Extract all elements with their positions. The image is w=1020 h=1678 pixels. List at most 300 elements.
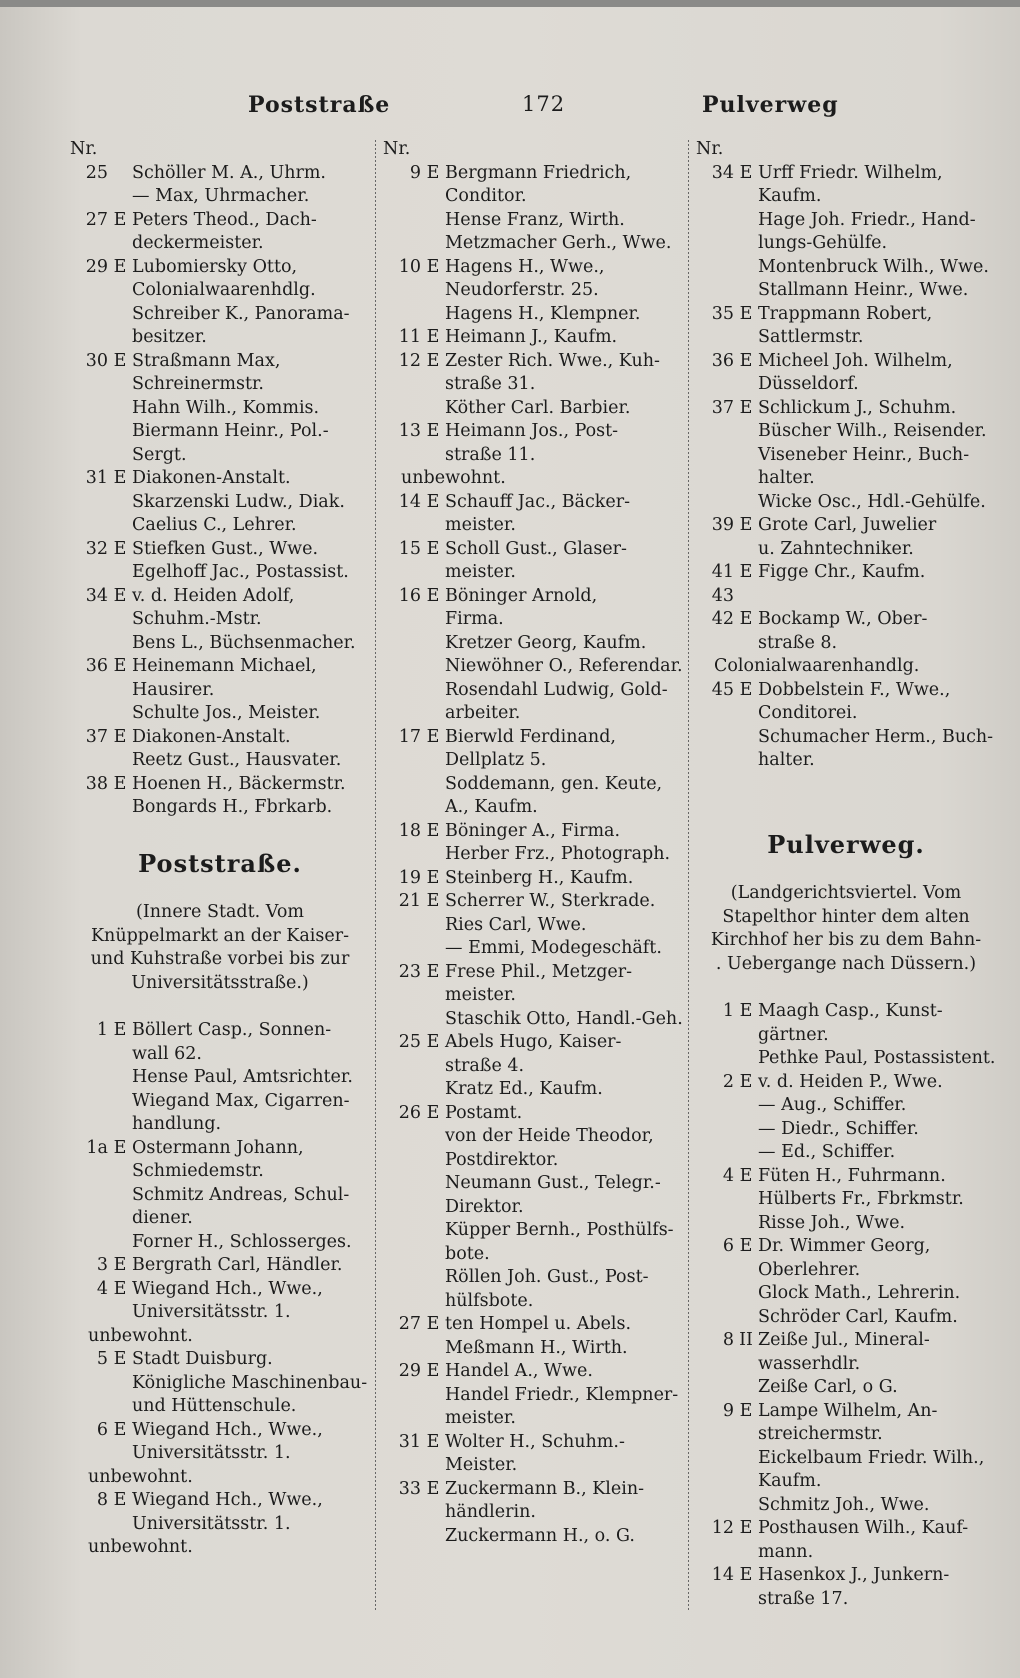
directory-entry (696, 1165, 996, 1189)
owner-mark: E (113, 538, 127, 559)
house-number: 12 (711, 1518, 734, 1538)
house-number: 4 (96, 1278, 108, 1299)
entry-text: Böllert Casp., Sonnen- (132, 1020, 332, 1040)
entry-continuation: Meister. (445, 1455, 518, 1475)
directory-entry (696, 1188, 996, 1212)
house-number: 8 (96, 1490, 108, 1510)
entry-text: Staschik Otto, Handl.-Geh. (445, 1008, 683, 1029)
house-number: 13 (398, 421, 421, 441)
description-line: Kirchhof her bis zu dem Bahn- (710, 930, 982, 950)
entry-continuation: wall 62. (132, 1043, 202, 1064)
directory-entry (696, 1047, 996, 1071)
owner-mark: E (426, 1431, 440, 1452)
house-number: 35 (711, 303, 734, 324)
entry-text: Abels Hugo, Kaiser- (445, 1032, 622, 1052)
directory-entry (70, 1184, 370, 1208)
owner-mark: E (426, 1314, 440, 1334)
entry-text: Postamt. (445, 1102, 523, 1123)
entry-text: Böninger A., Firma. (445, 820, 621, 841)
directory-entry (696, 1094, 996, 1118)
entry-text: Schumacher Herm., Buch- (758, 726, 994, 747)
description-line: und Kuhstraße vorbei bis zur (90, 949, 350, 969)
directory-entry (696, 256, 996, 280)
entry-note: unbewohnt. (88, 1325, 193, 1346)
owner-mark: E (739, 350, 753, 371)
entry-text: Hagens H., Wwe., (445, 256, 605, 277)
house-number: 30 (85, 350, 108, 371)
house-number: 26 (398, 1102, 421, 1123)
owner-mark: E (739, 1001, 753, 1021)
entry-list (383, 162, 683, 1549)
house-number: 17 (398, 726, 421, 747)
owner-mark: E (739, 1165, 753, 1186)
directory-entry (70, 209, 370, 233)
directory-entry (383, 679, 683, 703)
entry-text: Herber Frz., Photograph. (445, 844, 671, 864)
entry-text: Hense Franz, Wirth. (445, 209, 625, 230)
directory-entry (383, 1525, 683, 1549)
entry-continuation: handlung. (132, 1114, 222, 1134)
entry-continuation: Kaufm. (758, 1471, 822, 1491)
directory-entry (696, 514, 996, 538)
entry-text: Büscher Wilh., Reisender. (758, 421, 987, 441)
owner-mark: E (426, 1102, 440, 1123)
owner-mark: E (113, 468, 127, 488)
entry-continuation: und Hüttenschule. (132, 1396, 297, 1416)
entry-text: Forner H., Schlosserges. (132, 1231, 352, 1252)
directory-entry (383, 1431, 683, 1455)
house-number: 1 (96, 1020, 108, 1040)
column-1 (70, 138, 370, 1560)
owner-mark: E (426, 327, 440, 347)
directory-entry (70, 420, 370, 444)
directory-entry (383, 937, 683, 961)
owner-mark: E (426, 1361, 440, 1381)
entry-continuation: mann. (758, 1541, 814, 1562)
entry-text: Maagh Casp., Kunst- (758, 1001, 943, 1021)
entry-text: Köther Carl. Barbier. (445, 397, 631, 418)
entry-continuation: straße 31. (445, 374, 536, 394)
directory-entry (383, 585, 683, 609)
entry-continuation: meister. (445, 1408, 516, 1428)
owner-mark: E (426, 1032, 440, 1052)
house-number: 11 (398, 327, 421, 347)
entry-text: Diakonen-Anstalt. (132, 726, 291, 747)
directory-entry (70, 256, 370, 280)
directory-entry (383, 209, 683, 233)
house-number: 3 (96, 1255, 108, 1275)
entry-continuation: halter. (758, 750, 815, 770)
directory-entry (383, 397, 683, 421)
owner-mark: E (113, 1278, 127, 1299)
entry-text: Schmitz Andreas, Schul- (132, 1184, 350, 1205)
house-number: 41 43 (711, 562, 734, 606)
entry-text: Trappmann Robert, (758, 303, 933, 324)
directory-entry (696, 679, 996, 703)
owner-mark: E (113, 1137, 127, 1158)
entry-text: Grote Carl, Juwelier (758, 515, 937, 535)
house-number: 5 (96, 1349, 108, 1369)
entry-continuation: händlerin. (445, 1502, 536, 1522)
directory-entry (70, 1231, 370, 1255)
entry-text: — Diedr., Schiffer. (758, 1118, 919, 1139)
directory-entry (696, 209, 996, 233)
entry-continuation: Universitätsstr. 1. (132, 1443, 291, 1463)
entry-text: Schröder Carl, Kaufm. (758, 1306, 958, 1327)
directory-entry (70, 467, 370, 491)
entry-text: Bockamp W., Ober- (758, 609, 928, 629)
house-number: 36 (711, 350, 734, 371)
owner-mark: E (426, 256, 440, 277)
owner-mark: E (113, 656, 127, 676)
directory-entry (696, 491, 996, 515)
owner-mark: E (426, 538, 440, 559)
entry-text: Metzmacher Gerh., Wwe. (445, 233, 672, 253)
owner-mark: E (739, 1236, 753, 1256)
owner-mark: E (426, 726, 440, 747)
entry-text: Heimann Jos., Post- (445, 421, 619, 441)
entry-text: Wiegand Max, Cigarren- (132, 1090, 350, 1111)
description-line: Knüppelmarkt an der Kaiser- (90, 925, 350, 946)
house-number: 32 (85, 538, 108, 559)
entry-text: Handel Friedr., Klempner- (445, 1384, 679, 1405)
entry-list (696, 162, 996, 773)
entry-text: Bens L., Büchsenmacher. (132, 632, 356, 653)
entry-text: Pethke Paul, Postassistent. (758, 1048, 996, 1068)
entry-text: Zuckermann B., Klein- (445, 1478, 645, 1499)
directory-entry (70, 585, 370, 609)
house-number: 29 (398, 1361, 421, 1381)
column-rule (688, 140, 689, 1610)
entry-continuation: Düsseldorf. (758, 374, 859, 394)
house-number: 25 (85, 162, 108, 183)
entry-text: Schreiber K., Panorama- (132, 303, 350, 324)
entry-continuation: straße 11. (445, 444, 536, 465)
entry-text: Rosendahl Ludwig, Gold- (445, 679, 668, 700)
house-number: 14 (711, 1565, 734, 1585)
entry-text: Handel A., Wwe. (445, 1361, 593, 1381)
entry-text: Viseneber Heinr., Buch- (758, 444, 970, 465)
entry-text: Meßmann H., Wirth. (445, 1337, 628, 1358)
owner-mark: E (739, 397, 753, 418)
house-number: 27 (85, 209, 108, 230)
entry-continuation: Conditorei. (758, 703, 858, 723)
column-3 (696, 138, 996, 1611)
entry-continuation: Universitätsstr. 1. (132, 1513, 291, 1534)
house-number: 21 (398, 891, 421, 911)
entry-text: Montenbruck Wilh., Wwe. (758, 256, 989, 277)
directory-entry (70, 632, 370, 656)
street-title: Poststraße. (138, 848, 302, 878)
description-line: Universitätsstraße.) (131, 972, 309, 993)
directory-entry (696, 608, 996, 632)
entry-continuation: Sergt. (132, 444, 187, 465)
directory-entry (383, 1102, 683, 1126)
street-title: Pulverweg. (767, 829, 925, 859)
directory-entry (696, 1282, 996, 1306)
entry-text: Stadt Duisburg. (132, 1349, 273, 1369)
owner-mark: E (426, 961, 440, 982)
entry-continuation: Direktor. (445, 1196, 524, 1217)
directory-entry (696, 726, 996, 750)
nr-header: Nr. (383, 139, 411, 159)
directory-entry (383, 326, 683, 350)
running-head-left: Poststraße (248, 92, 391, 118)
entry-continuation: Oberlehrer. (758, 1259, 861, 1280)
directory-entry (696, 1329, 996, 1353)
entry-continuation: hülfsbote. (445, 1290, 534, 1311)
directory-entry (70, 1137, 370, 1161)
directory-entry (70, 1278, 370, 1302)
entry-text: Schulte Jos., Meister. (132, 703, 321, 723)
page-number: 172 (522, 92, 566, 116)
nr-header: Nr. (70, 139, 98, 159)
entry-text: Peters Theod., Dach- (132, 209, 317, 230)
entry-text: Niewöhner O., Referendar. (445, 656, 683, 676)
directory-entry (383, 491, 683, 515)
directory-entry (696, 1118, 996, 1142)
directory-entry (383, 162, 683, 186)
entry-continuation: besitzer. (132, 327, 207, 347)
entry-text: Reetz Gust., Hausvater. (132, 750, 342, 770)
entry-list (70, 1019, 370, 1560)
owner-mark: E (113, 1419, 127, 1440)
entry-text: Figge Chr., Kaufm. (758, 562, 926, 582)
description-line: (Innere Stadt. Vom (136, 902, 304, 922)
top-border (0, 0, 1020, 7)
entry-text: Kretzer Georg, Kaufm. (445, 632, 647, 653)
directory-entry (696, 1447, 996, 1471)
entry-text: v. d. Heiden P., Wwe. (758, 1071, 943, 1092)
directory-entry (70, 514, 370, 538)
directory-entry (696, 1564, 996, 1588)
nr-header: Nr. (696, 139, 724, 159)
directory-entry (70, 303, 370, 327)
entry-continuation: meister. (445, 515, 516, 535)
entry-text: Ries Carl, Wwe. (445, 914, 587, 935)
entry-text: Heimann J., Kaufm. (445, 327, 618, 347)
directory-entry (696, 303, 996, 327)
house-number: 12 (398, 350, 421, 371)
entry-continuation: meister. (445, 562, 516, 582)
directory-entry (70, 1348, 370, 1372)
owner-mark: E (113, 350, 127, 371)
directory-entry (383, 1031, 683, 1055)
entry-text: Stiefken Gust., Wwe. (132, 538, 319, 559)
directory-entry (383, 1172, 683, 1196)
house-number: 38 (85, 773, 108, 794)
directory-entry (383, 303, 683, 327)
entry-text: — Emmi, Modegeschäft. (445, 938, 662, 958)
owner-mark: E (113, 773, 127, 794)
owner-mark: E (113, 1349, 127, 1369)
entry-text: Ostermann Johann, (132, 1137, 304, 1158)
house-number: 33 (398, 1478, 421, 1499)
owner-mark: E (426, 162, 440, 183)
owner-mark: E (426, 820, 440, 841)
directory-entry (383, 350, 683, 374)
directory-entry (70, 350, 370, 374)
entry-text: Diakonen-Anstalt. (132, 468, 291, 488)
owner-mark: E (739, 515, 753, 535)
directory-entry (383, 1078, 683, 1102)
directory-entry (696, 1235, 996, 1259)
entry-continuation: streichermstr. (758, 1424, 883, 1444)
directory-entry (70, 726, 370, 750)
house-number: 6 (722, 1236, 734, 1256)
column-rule (375, 140, 376, 1610)
directory-entry (383, 538, 683, 562)
entry-text: — Ed., Schiffer. (758, 1142, 896, 1162)
entry-text: Urff Friedr. Wilhelm, (758, 162, 943, 183)
directory-entry (696, 1517, 996, 1541)
entry-text: Kratz Ed., Kaufm. (445, 1079, 603, 1099)
directory-entry (383, 1219, 683, 1243)
house-number: 37 (711, 397, 734, 418)
entry-text: Schlickum J., Schuhm. (758, 397, 957, 418)
house-number: 9 (722, 1400, 734, 1421)
entry-text: Zeiße Carl, o G. (758, 1377, 898, 1397)
directory-entry (70, 561, 370, 585)
entry-continuation: Schreinermstr. (132, 374, 264, 394)
entry-text: Wicke Osc., Hdl.-Gehülfe. (758, 491, 986, 512)
entry-continuation: lungs-Gehülfe. (758, 233, 888, 253)
entry-continuation: bote. (445, 1243, 490, 1264)
entry-continuation: wasserhdlr. (758, 1353, 861, 1374)
house-number: 23 (398, 961, 421, 982)
entry-text: Posthausen Wilh., Kauf- (758, 1518, 969, 1538)
entry-text: Lampe Wilhelm, An- (758, 1400, 938, 1421)
directory-entry (383, 1266, 683, 1290)
house-number: 10 (398, 256, 421, 277)
house-number: 14 (398, 491, 421, 512)
house-number: 36 (85, 656, 108, 676)
house-number: 1a (86, 1137, 108, 1158)
directory-entry (383, 420, 683, 444)
directory-entry (70, 796, 370, 820)
entry-note: unbewohnt. (88, 1466, 193, 1487)
owner-mark: E (113, 1490, 127, 1510)
directory-entry (696, 1071, 996, 1095)
entry-text: Stallmann Heinr., Wwe. (758, 280, 969, 300)
owner-mark: E (426, 867, 440, 888)
entry-continuation: deckermeister. (132, 233, 264, 253)
description-line: . Uebergange nach Düssern.) (715, 953, 977, 974)
directory-entry (383, 655, 683, 679)
owner-mark: E (739, 1400, 753, 1421)
directory-entry (383, 726, 683, 750)
house-number: 39 (711, 515, 734, 535)
house-number: 27 (398, 1314, 421, 1334)
directory-entry (696, 397, 996, 421)
entry-text: Dobbelstein F., Wwe., (758, 679, 951, 700)
entry-text: Risse Joh., Wwe. (758, 1212, 906, 1233)
directory-entry (696, 444, 996, 468)
entry-continuation: Colonialwaarenhdlg. (132, 280, 316, 300)
entry-text: Hülberts Fr., Fbrkmstr. (758, 1189, 964, 1209)
owner-mark: E (426, 491, 440, 512)
directory-entry (696, 1494, 996, 1518)
entry-continuation: — Max, Uhrmacher. (132, 186, 310, 206)
directory-entry (383, 1337, 683, 1361)
entry-list (70, 162, 370, 820)
entry-continuation: Sattlermstr. (758, 327, 864, 347)
entry-text: Hoenen H., Bäckermstr. (132, 773, 346, 794)
directory-entry (696, 1400, 996, 1424)
directory-entry (696, 350, 996, 374)
entry-text: Scherrer W., Sterkrade. (445, 891, 656, 911)
entry-continuation: Dellplatz 5. (445, 750, 547, 770)
entry-text: Skarzenski Ludw., Diak. (132, 491, 345, 512)
entry-text: Schauff Jac., Bäcker- (445, 491, 631, 512)
owner-mark: E (113, 585, 127, 606)
owner-mark: E (113, 1020, 127, 1040)
entry-text: Königliche Maschinenbau- (132, 1372, 368, 1393)
entry-text: Füten H., Fuhrmann. (758, 1165, 946, 1186)
owner-mark: E (426, 421, 440, 441)
entry-text: — Aug., Schiffer. (758, 1095, 907, 1115)
directory-entry (70, 1254, 370, 1278)
entry-text: Wiegand Hch., Wwe., (132, 1419, 323, 1440)
directory-entry (383, 1313, 683, 1337)
owner-mark: E (426, 585, 440, 606)
owner-mark: E (739, 303, 753, 324)
entry-continuation: meister. (445, 985, 516, 1005)
directory-entry (383, 232, 683, 256)
entry-continuation: halter. (758, 468, 815, 488)
entry-text: Caelius C., Lehrer. (132, 515, 297, 535)
entry-text: Steinberg H., Kaufm. (445, 867, 634, 888)
entry-continuation: arbeiter. (445, 703, 521, 723)
entry-text: Hasenkox J., Junkern- (758, 1565, 950, 1585)
entry-text: ten Hompel u. Abels. (445, 1314, 632, 1334)
entry-text: Heinemann Michael, (132, 656, 317, 676)
house-number: 45 (711, 679, 734, 700)
owner-mark: E (113, 256, 127, 277)
entry-text: Zeiße Jul., Mineral- (758, 1330, 930, 1350)
entry-text: Bergrath Carl, Händler. (132, 1255, 343, 1275)
running-head-right: Pulverweg (702, 92, 839, 118)
entry-text: Biermann Heinr., Pol.- (132, 421, 329, 441)
entry-continuation: Schmiedemstr. (132, 1161, 264, 1181)
house-number: 37 (85, 726, 108, 747)
directory-entry (70, 491, 370, 515)
description-line: Stapelthor hinter dem alten (722, 906, 970, 927)
directory-entry (383, 1478, 683, 1502)
directory-entry (383, 820, 683, 844)
entry-continuation: Neudorferstr. 25. (445, 280, 599, 300)
directory-entry (696, 1212, 996, 1236)
house-number: 6 (96, 1419, 108, 1440)
directory-entry (383, 1125, 683, 1149)
house-number: 1 (722, 1001, 734, 1021)
owner-mark: E (739, 1518, 753, 1538)
house-number: 8 (722, 1330, 734, 1350)
house-number: 18 (398, 820, 421, 841)
house-number: 34 (711, 162, 734, 183)
owner-mark: E (113, 209, 127, 230)
entry-text: Wolter H., Schuhm.- (445, 1431, 625, 1452)
owner-mark: E (739, 679, 753, 700)
entry-list (696, 1000, 996, 1611)
directory-entry (70, 538, 370, 562)
street-description (70, 901, 370, 995)
entry-continuation: Kaufm. (758, 186, 822, 206)
directory-entry (383, 867, 683, 891)
entry-text: Bergmann Friedrich, (445, 162, 632, 183)
directory-entry (70, 397, 370, 421)
entry-text: Glock Math., Lehrerin. (758, 1283, 961, 1303)
